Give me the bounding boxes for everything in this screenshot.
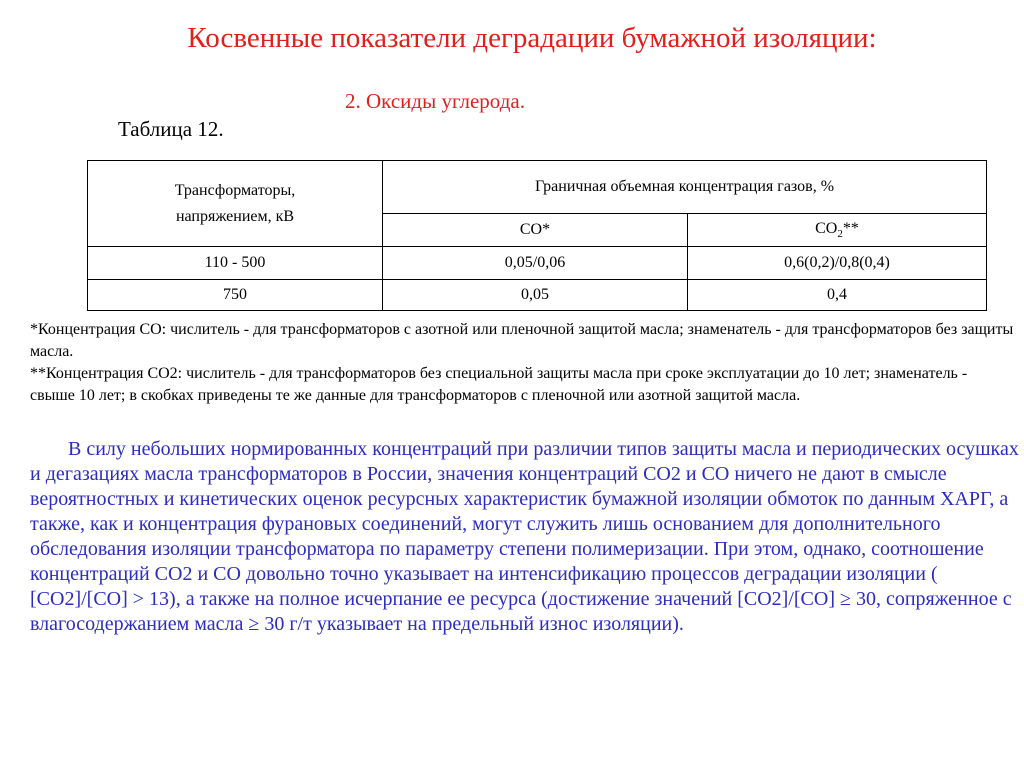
header-co2-base: CO [815, 219, 838, 237]
cell-co: 0,05 [383, 280, 688, 311]
header-transformer-voltage [88, 161, 383, 247]
subtitle: 2. Оксиды углерода. [345, 89, 525, 113]
body-paragraph [30, 437, 1020, 637]
cell-co: 0,05/0,06 [383, 247, 688, 280]
cell-voltage: 750 [88, 280, 383, 311]
gas-concentration-table [87, 160, 987, 311]
header-col1-line1: Трансформаторы, [174, 181, 296, 199]
body-paragraph-text: В силу небольших нормированных концентраций при различии типов защиты масла и периодических осушках и дегазациях масла трансформаторов в России, значения концентраций СО2 и СО ничего не дают в смысле вероятностных и кинетических оценок ресурсных характеристик бумажной изоляции обмоток по данным ХАРГ, а также, как и концентрация фурановых соединений, могут служить лишь основанием для дополнительного обследования изоляции трансформатора по параметру степени полимеризации. При этом, однако, соотношение концентраций СО2 и СО довольно точно указывает на интенсификацию процессов деградации изоляции ( [CO2]/[CO] > 13), а также на полное исчерпание ее ресурса (достижение значений [CO2]/[CO] ≥ 30, сопряженное с влагосодержанием масла ≥ 30 г/т указывает на предельный износ изоляции). [30, 438, 1019, 635]
header-col1-line2: напряжением, кВ [175, 207, 295, 225]
header-gas-concentration: Граничная объемная концентрация газов, % [383, 161, 987, 214]
table-row [88, 280, 987, 311]
footnote-co: *Концентрация СО: числитель - для трансформаторов с азотной или пленочной защитой масла; знаменатель - для трансформаторов без защиты масла. [30, 321, 1014, 360]
header-co2-suffix: ** [842, 219, 859, 237]
table-row [88, 247, 987, 280]
cell-co2: 0,6(0,2)/0,8(0,4) [688, 247, 987, 280]
cell-voltage: 110 - 500 [88, 247, 383, 280]
header-co: CO* [383, 214, 688, 247]
slide-title: Косвенные показатели деградации бумажной изоляции: [187, 22, 877, 54]
header-co2 [688, 214, 987, 247]
table-caption: Таблица 12. [118, 117, 224, 141]
footnotes [30, 319, 1015, 407]
footnote-co2: **Концентрация СО2: числитель - для трансформаторов без специальной защиты масла при сроке эксплуатации до 10 лет; знаменатель - свыше 10 лет; в скобках приведены те же данные для трансформаторов с пленочной или азотной защитой масла. [30, 365, 968, 404]
header-co2-sub: 2 [837, 228, 843, 241]
cell-co2: 0,4 [688, 280, 987, 311]
